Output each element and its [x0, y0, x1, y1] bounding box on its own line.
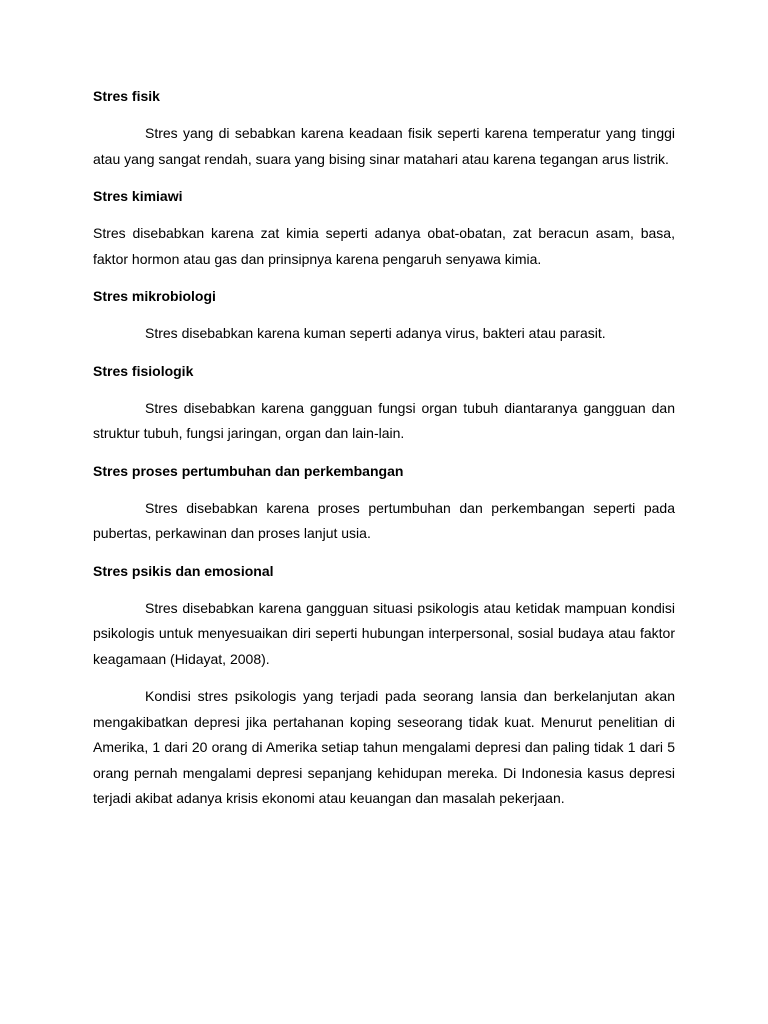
paragraph-stres-fisiologik: Stres disebabkan karena gangguan fungsi organ tubuh diantaranya gangguan dan struktur tubuh, fungsi jaringan, organ dan lain-lain.: [93, 399, 675, 441]
paragraph-stres-psikis-1: Stres disebabkan karena gangguan situasi psikologis atau ketidak mampuan kondisi psikologis untuk menyesuaikan diri seperti hubungan interpersonal, sosial budaya atau faktor keagamaan (Hidayat, 2008).: [93, 599, 675, 667]
paragraph-stres-psikis-2: Kondisi stres psikologis yang terjadi pada seorang lansia dan berkelanjutan akan mengakibatkan depresi jika pertahanan koping seseorang tidak kuat. Menurut penelitian di Amerika, 1 dari 20 orang di Amerika setiap tahun mengalami depresi dan paling tidak 1 dari 5 orang pernah mengalami depresi sepanjang kehidupan mereka. Di Indonesia kasus depresi terjadi akibat adanya krisis ekonomi atau keuangan dan masalah pekerjaan.: [93, 688, 675, 806]
section-heading-stres-pertumbuhan: Stres proses pertumbuhan dan perkembangan: [93, 462, 404, 479]
section-heading-stres-mikrobiologi: Stres mikrobiologi: [93, 288, 216, 304]
section-heading-stres-kimiawi: Stres kimiawi: [93, 188, 183, 204]
section-heading-stres-fisiologik: Stres fisiologik: [93, 362, 194, 379]
paragraph-stres-pertumbuhan: Stres disebabkan karena proses pertumbuhan dan perkembangan seperti pada pubertas, perkawinan dan proses lanjut usia.: [93, 499, 675, 541]
paragraph-stres-kimiawi: Stres disebabkan karena zat kimia seperti adanya obat-obatan, zat beracun asam, basa, faktor hormon atau gas dan prinsipnya karena pengaruh senyawa kimia.: [93, 225, 675, 267]
document-page: [93, 84, 675, 824]
section-heading-stres-psikis: Stres psikis dan emosional: [93, 562, 274, 579]
section-heading-stres-fisik: Stres fisik: [93, 88, 160, 104]
paragraph-stres-mikrobiologi: Stres disebabkan karena kuman seperti adanya virus, bakteri atau parasit.: [145, 325, 606, 341]
paragraph-stres-fisik: Stres yang di sebabkan karena keadaan fisik seperti karena temperatur yang tinggi atau yang sangat rendah, suara yang bising sinar matahari atau karena tegangan arus listrik.: [93, 125, 675, 167]
